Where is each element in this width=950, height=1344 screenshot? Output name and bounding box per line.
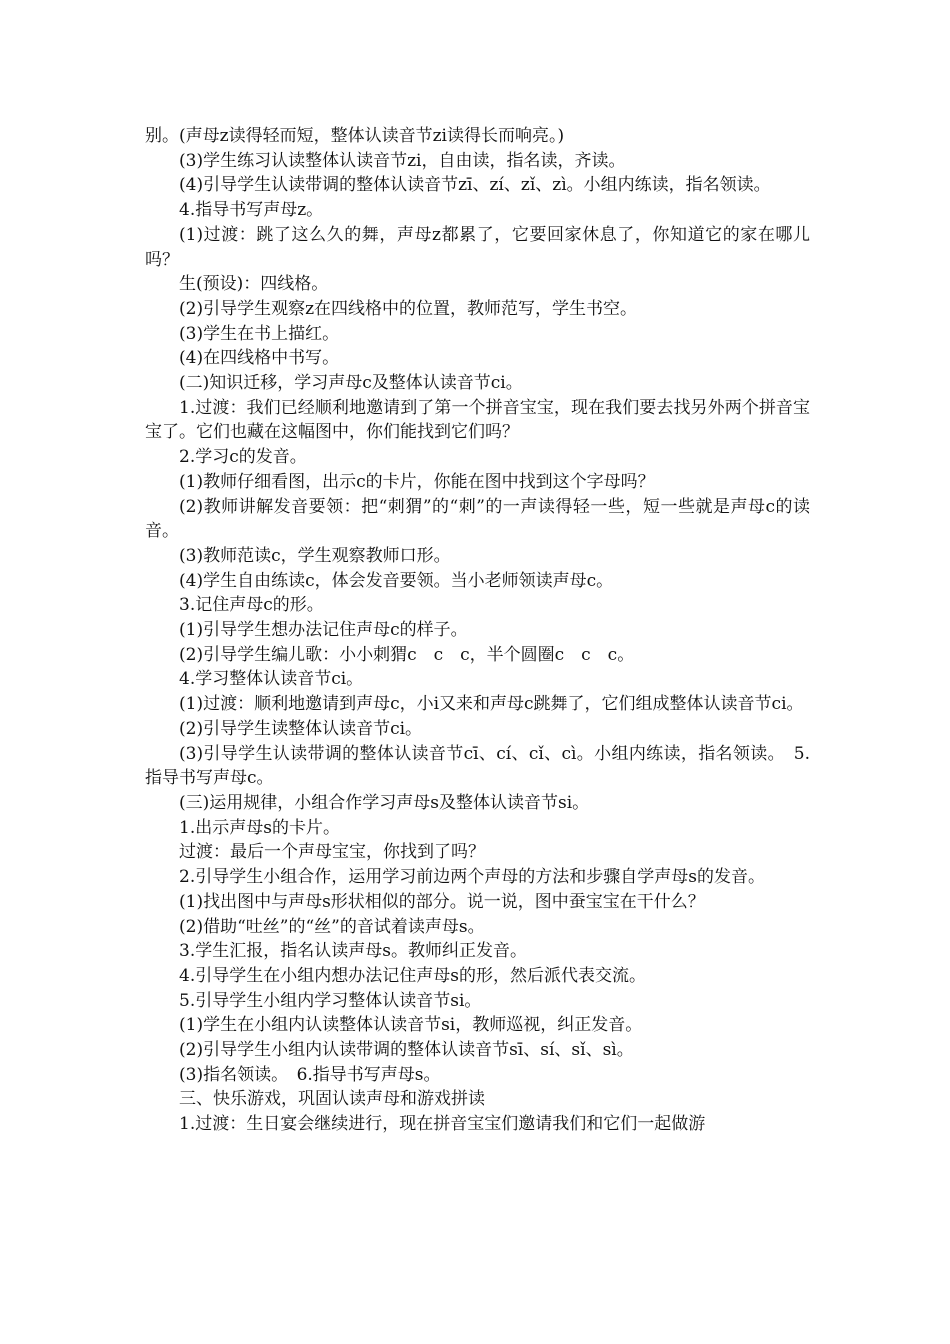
paragraph: (1)教师仔细看图，出示c的卡片，你能在图中找到这个字母吗？ (179, 471, 655, 492)
paragraph: (二)知识迁移，学习声母c及整体认读音节ci。 (179, 373, 523, 394)
paragraph: 三、快乐游戏，巩固认读声母和游戏拼读 (179, 1089, 485, 1110)
paragraph: 4.学习整体认读音节ci。 (179, 669, 364, 690)
paragraph: (3)引导学生认读带调的整体认读音节cī、cí、cǐ、cì。小组内练读，指名领读。 5.指导书写声母c。 (145, 743, 810, 789)
paragraph: (1)过渡：顺利地邀请到声母c，小i又来和声母c跳舞了，它们组成整体认读音节ci。 (179, 694, 804, 715)
paragraph: (三)运用规律，小组合作学习声母s及整体认读音节si。 (179, 792, 590, 813)
paragraph: (3)教师范读c，学生观察教师口形。 (179, 545, 451, 566)
paragraph: 生(预设)：四线格。 (179, 274, 329, 295)
paragraph: (2)引导学生观察z在四线格中的位置，教师范写，学生书空。 (179, 298, 638, 319)
paragraph: 4.指导书写声母z。 (179, 200, 324, 221)
paragraph: 2.引导学生小组合作，运用学习前边两个声母的方法和步骤自学声母s的发音。 (179, 867, 765, 888)
paragraph: (1)找出图中与声母s形状相似的部分。说一说，图中蚕宝宝在干什么？ (179, 891, 705, 912)
paragraph: 3.学生汇报，指名认读声母s。教师纠正发音。 (179, 941, 527, 962)
paragraph: (1)引导学生想办法记住声母c的样子。 (179, 620, 468, 641)
paragraph: (3)学生在书上描红。 (179, 323, 340, 344)
paragraph: (3)指名领读。 6.指导书写声母s。 (179, 1064, 441, 1085)
paragraph: (2)引导学生读整体认读音节ci。 (179, 718, 423, 739)
paragraph: 别。(声母z读得轻而短，整体认读音节zi读得长而响亮。) (145, 126, 565, 146)
paragraph: (2)借助“吐丝”的“丝”的音试着读声母s。 (179, 916, 485, 937)
paragraph: (2)教师讲解发音要领：把“刺猬”的“刺”的一声读得轻一些，短一些就是声母c的读音。 (145, 496, 810, 542)
paragraph: 1.出示声母s的卡片。 (179, 817, 340, 838)
paragraph: (4)引导学生认读带调的整体认读音节zī、zí、zǐ、zì。小组内练读，指名领读。 (179, 175, 771, 196)
paragraph: (1)过渡：跳了这么久的舞，声母z都累了，它要回家休息了，你知道它的家在哪儿吗？ (145, 224, 810, 270)
document-body (145, 124, 810, 1137)
paragraph: (1)学生在小组内认读整体认读音节si，教师巡视，纠正发音。 (179, 1015, 643, 1036)
paragraph: (3)学生练习认读整体认读音节zi，自由读，指名读，齐读。 (179, 150, 626, 171)
paragraph: (4)在四线格中书写。 (179, 348, 340, 369)
paragraph: 4.引导学生在小组内想办法记住声母s的形，然后派代表交流。 (179, 965, 646, 986)
paragraph: 2.学习c的发音。 (179, 447, 307, 468)
paragraph: 3.记住声母c的形。 (179, 595, 324, 616)
paragraph: 1.过渡：我们已经顺利地邀请到了第一个拼音宝宝，现在我们要去找另外两个拼音宝宝了。它们也藏在这幅图中，你们能找到它们吗？ (145, 397, 810, 443)
paragraph: 过渡：最后一个声母宝宝，你找到了吗？ (179, 842, 485, 863)
paragraph: (2)引导学生编儿歌：小小刺猬c c c，半个圆圈c c c。 (179, 644, 635, 665)
paragraph: (2)引导学生小组内认读带调的整体认读音节sī、sí、sǐ、sì。 (179, 1040, 634, 1061)
paragraph: 1.过渡：生日宴会继续进行，现在拼音宝宝们邀请我们和它们一起做游 (179, 1114, 706, 1135)
paragraph: (4)学生自由练读c，体会发音要领。当小老师领读声母c。 (179, 570, 614, 591)
paragraph: 5.引导学生小组内学习整体认读音节si。 (179, 990, 482, 1011)
